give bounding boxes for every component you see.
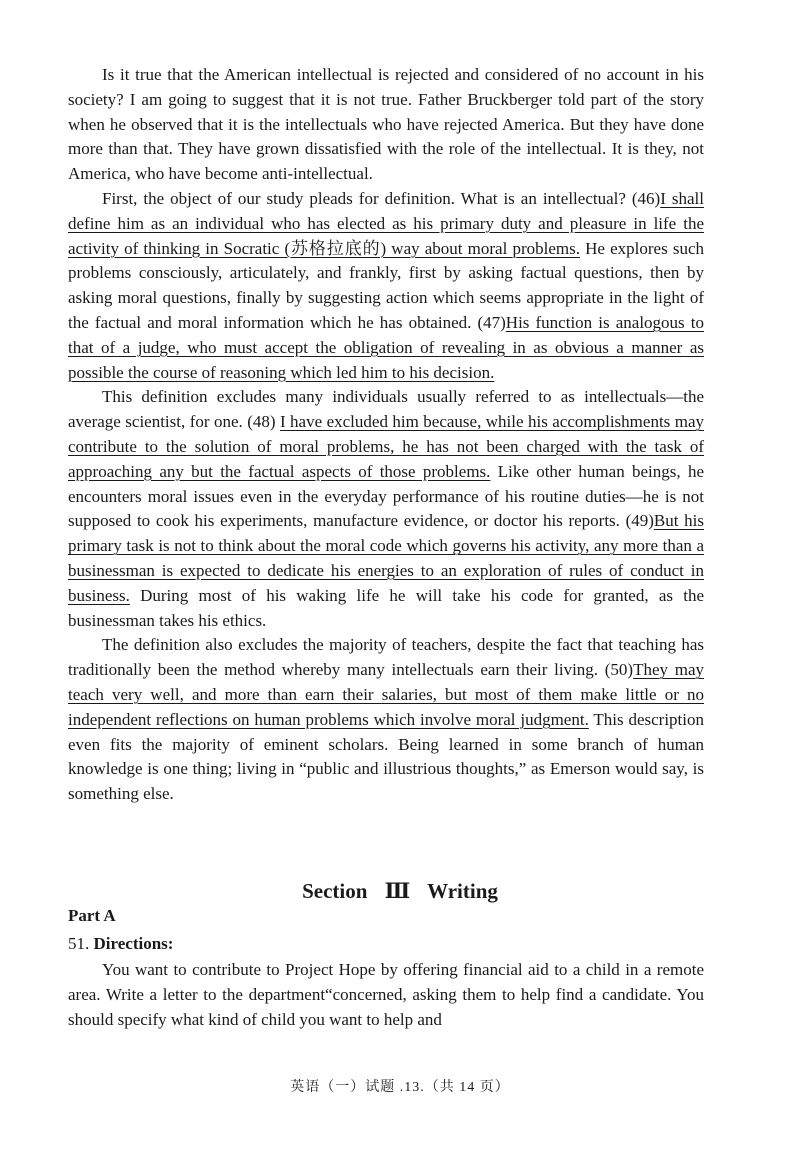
paragraph xyxy=(68,633,704,807)
directions-body xyxy=(68,958,704,1032)
translation-sentence: I shall define him as an individual who has elected as his primary duty and pleasure in life the activity of thinking in Socratic (苏格拉底的) way about moral problems. xyxy=(68,188,704,258)
paragraph xyxy=(68,385,704,633)
page-footer: 英语（一）试题 .13.（共 14 页） xyxy=(290,1080,510,1095)
passage-text: First, the object of our study pleads for definition. What is an intellectual? (46) xyxy=(102,188,661,208)
part-label: Part A xyxy=(68,906,116,925)
passage-text: He explores such problems consciously, articulately, and frankly, first by asking factual questions, then by asking moral questions, finally by suggesting action which seems appropriate in the light of the factual and moral information which he has obtained. (47) xyxy=(68,238,704,332)
passage-text: This definition excludes many individuals usually referred to as intellectuals—the average scientist, for one. (48) xyxy=(68,387,704,432)
paragraph xyxy=(68,187,704,385)
translation-sentence: I have excluded him because, while his accomplishments may contribute to the solution of moral problems, he has not been charged with the task of approaching any but the factual aspects of those problems. xyxy=(68,412,704,481)
translation-sentence: His function is analogous to that of a judge, who must accept the obligation of revealing in as obvious a manner as possible the course of reasoning which led him to his decision. xyxy=(68,312,704,382)
passage-text: Like other human beings, he encounters moral issues even in the everyday performance of his routine duties—he is not supposed to cook his experiments, manufacture evidence, or doctor his reports. (49) xyxy=(68,461,704,531)
passage-text: This description even fits the majority of eminent scholars. Being learned in some branch of human knowledge is one thing; living in “public and illustrious thoughts,” as Emerson would say, is something else. xyxy=(68,709,704,804)
paragraph xyxy=(68,63,704,187)
passage-text: The definition also excludes the majority of teachers, despite the fact that teaching has traditionally been the method whereby many intellectuals earn their living. (50) xyxy=(68,635,704,680)
directions-label: Directions: xyxy=(93,934,174,953)
translation-sentence: But his primary task is not to think about the moral code which governs his activity, any more than a businessman is expected to dedicate his energies to an exploration of rules of conduct in business. xyxy=(68,511,704,605)
directions-text: You want to contribute to Project Hope by offering financial aid to a child in a remote area. Write a letter to the department“concerned, asking them to help find a candidate. You should specify what kind of child you want to help and xyxy=(68,960,704,1029)
translation-sentence: They may teach very well, and more than earn their salaries, but most of them make little or no independent reflections on human problems which involve moral judgment. xyxy=(68,660,704,729)
question-number: 51. xyxy=(68,934,90,953)
question-heading xyxy=(68,934,173,954)
passage-text: During most of his waking life he will take his code for granted, as the businessman takes his ethics. xyxy=(68,585,704,630)
section-title: Section Ⅲ Writing xyxy=(302,879,498,903)
reading-passage xyxy=(68,63,704,807)
passage-text: Is it true that the American intellectual is rejected and considered of no account in his society? I am going to suggest that it is not true. Father Bruckberger told part of the story when he observed that it is the intellectuals who have rejected America. But they have done more than that. They have grown dissatisfied with the role of the intellectual. It is they, not America, who have become anti-intellectual. xyxy=(68,65,704,184)
